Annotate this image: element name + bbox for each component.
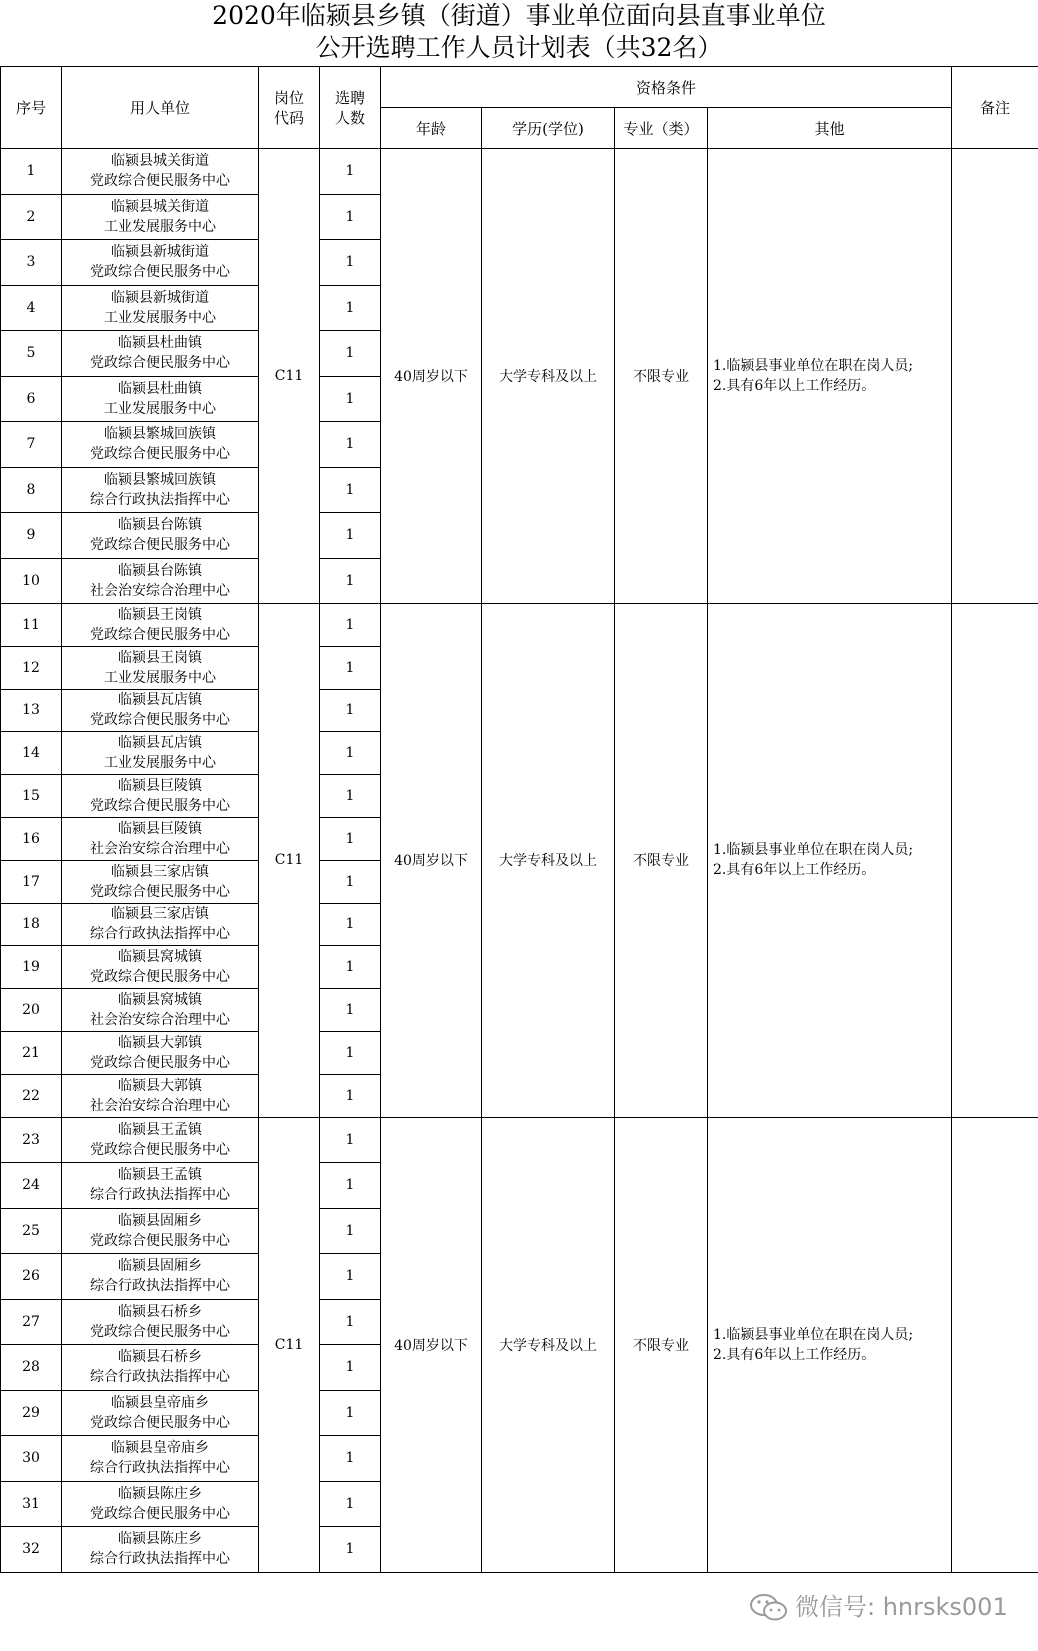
position-code: C11 [259,1117,320,1572]
remark-cell [952,604,1038,1118]
employer-town: 临颍县王岗镇 [118,649,202,666]
employer-unit [62,1481,259,1527]
row-number: 6 [1,376,62,422]
requirement-age: 40周岁以下 [381,1117,482,1572]
employer-unit [62,467,259,513]
employer-unit [62,240,259,286]
employer-center: 党政综合便民服务中心 [90,1323,230,1340]
employer-center: 党政综合便民服务中心 [90,883,230,900]
row-number: 2 [1,194,62,240]
employer-town: 临颍县王岗镇 [118,606,202,623]
requirement-other [708,604,952,1118]
employer-unit [62,422,259,468]
row-number: 22 [1,1074,62,1117]
employer-center: 党政综合便民服务中心 [90,446,230,463]
employer-unit [62,860,259,903]
header-major: 专业（类） [615,108,708,149]
hire-count: 1 [320,1345,381,1391]
hire-count: 1 [320,1208,381,1254]
header-code [259,67,320,149]
requirement-other-line: 1.临颍县事业单位在职在岗人员; [713,1326,914,1343]
requirement-other [708,1117,952,1572]
row-number: 8 [1,467,62,513]
employer-town: 临颍县大郭镇 [118,1077,202,1094]
employer-town: 临颍县王孟镇 [118,1121,202,1138]
employer-unit [62,989,259,1032]
row-number: 11 [1,604,62,647]
employer-unit [62,775,259,818]
employer-town: 临颍县陈庄乡 [118,1531,202,1548]
row-number: 26 [1,1254,62,1300]
header-count-text: 选聘人数 [334,88,365,127]
employer-unit [62,1208,259,1254]
employer-town: 临颍县陈庄乡 [118,1485,202,1502]
hire-count: 1 [320,285,381,331]
employer-center: 党政综合便民服务中心 [90,537,230,554]
employer-unit [62,1345,259,1391]
employer-center: 党政综合便民服务中心 [90,264,230,281]
employer-town: 临颍县繁城回族镇 [104,426,216,443]
table-row [1,1117,1038,1163]
employer-unit [62,1074,259,1117]
wechat-icon [749,1592,789,1624]
employer-town: 临颍县杜曲镇 [118,380,202,397]
hire-count: 1 [320,376,381,422]
header-qualifications: 资格条件 [381,67,952,108]
row-number: 3 [1,240,62,286]
employer-unit [62,1299,259,1345]
row-number: 4 [1,285,62,331]
employer-center: 综合行政执法指挥中心 [90,1278,230,1295]
hire-count: 1 [320,903,381,946]
employer-unit [62,689,259,732]
recruitment-plan-table [0,66,1038,1573]
row-number: 1 [1,149,62,195]
requirement-age: 40周岁以下 [381,604,482,1118]
header-unit: 用人单位 [62,67,259,149]
hire-count: 1 [320,1254,381,1300]
employer-center: 党政综合便民服务中心 [90,626,230,643]
employer-town: 临颍县巨陵镇 [118,778,202,795]
title-line-2: 公开选聘工作人员计划表（共32名） [315,33,723,62]
employer-town: 临颍县皇帝庙乡 [111,1394,209,1411]
employer-unit [62,1254,259,1300]
employer-center: 综合行政执法指挥中心 [90,1551,230,1568]
row-number: 20 [1,989,62,1032]
employer-center: 党政综合便民服务中心 [90,712,230,729]
employer-center: 党政综合便民服务中心 [90,1141,230,1158]
hire-count: 1 [320,1436,381,1482]
requirement-major: 不限专业 [615,604,708,1118]
hire-count: 1 [320,422,381,468]
row-number: 19 [1,946,62,989]
employer-unit [62,1390,259,1436]
watermark [749,1587,1008,1624]
row-number: 14 [1,732,62,775]
employer-center: 党政综合便民服务中心 [90,969,230,986]
employer-town: 临颍县台陈镇 [118,562,202,579]
requirement-edu: 大学专科及以上 [482,149,615,604]
employer-town: 临颍县瓦店镇 [118,692,202,709]
employer-unit [62,903,259,946]
employer-town: 临颍县窝城镇 [118,949,202,966]
header-remark: 备注 [952,67,1038,149]
hire-count: 1 [320,1117,381,1163]
employer-center: 社会治安综合治理中心 [90,1012,230,1029]
row-number: 27 [1,1299,62,1345]
employer-town: 临颍县三家店镇 [111,906,209,923]
employer-unit [62,331,259,377]
hire-count: 1 [320,1163,381,1209]
employer-center: 党政综合便民服务中心 [90,1414,230,1431]
employer-unit [62,1436,259,1482]
requirement-other-line: 1.临颍县事业单位在职在岗人员; [713,842,914,859]
title-line-1: 2020年临颍县乡镇（街道）事业单位面向县直事业单位 [212,1,826,30]
employer-town: 临颍县新城街道 [111,244,209,261]
row-number: 5 [1,331,62,377]
position-code: C11 [259,604,320,1118]
header-code-text: 岗位代码 [273,88,304,127]
row-number: 12 [1,646,62,689]
requirement-major: 不限专业 [615,149,708,604]
header-education: 学历(学位) [482,108,615,149]
employer-town: 临颍县繁城回族镇 [104,471,216,488]
employer-town: 临颍县固厢乡 [118,1212,202,1229]
employer-town: 临颍县台陈镇 [118,517,202,534]
hire-count: 1 [320,817,381,860]
row-number: 23 [1,1117,62,1163]
employer-unit [62,1163,259,1209]
employer-center: 社会治安综合治理中心 [90,582,230,599]
row-number: 24 [1,1163,62,1209]
row-number: 9 [1,513,62,559]
employer-town: 临颍县石桥乡 [118,1349,202,1366]
employer-town: 临颍县大郭镇 [118,1034,202,1051]
hire-count: 1 [320,775,381,818]
employer-center: 工业发展服务中心 [104,755,216,772]
requirement-other-line: 1.临颍县事业单位在职在岗人员; [713,358,914,374]
position-code: C11 [259,149,320,604]
employer-center: 社会治安综合治理中心 [90,1097,230,1114]
employer-town: 临颍县城关街道 [111,198,209,215]
employer-center: 综合行政执法指挥中心 [90,926,230,943]
employer-center: 党政综合便民服务中心 [90,173,230,190]
employer-center: 工业发展服务中心 [104,218,216,235]
hire-count: 1 [320,1074,381,1117]
remark-cell [952,149,1038,604]
employer-town: 临颍县王孟镇 [118,1167,202,1184]
employer-unit [62,817,259,860]
row-number: 32 [1,1527,62,1573]
employer-unit [62,1117,259,1163]
hire-count: 1 [320,732,381,775]
requirement-other-line: 2.具有6年以上工作经历。 [713,862,876,879]
employer-town: 临颍县皇帝庙乡 [111,1440,209,1457]
hire-count: 1 [320,467,381,513]
employer-center: 党政综合便民服务中心 [90,1054,230,1071]
hire-count: 1 [320,331,381,377]
remark-cell [952,1117,1038,1572]
requirement-other-line: 2.具有6年以上工作经历。 [713,378,876,394]
employer-unit [62,513,259,559]
requirement-edu: 大学专科及以上 [482,604,615,1118]
employer-town: 临颍县窝城镇 [118,992,202,1009]
row-number: 30 [1,1436,62,1482]
employer-unit [62,376,259,422]
employer-unit [62,1031,259,1074]
hire-count: 1 [320,604,381,647]
table-body [1,149,1038,1573]
row-number: 29 [1,1390,62,1436]
requirement-major: 不限专业 [615,1117,708,1572]
employer-unit [62,646,259,689]
row-number: 21 [1,1031,62,1074]
row-number: 28 [1,1345,62,1391]
employer-town: 临颍县杜曲镇 [118,335,202,352]
watermark-text: 微信号: hnrsks001 [795,1593,1008,1621]
requirement-other [708,149,952,604]
row-number: 10 [1,558,62,604]
employer-town: 临颍县石桥乡 [118,1303,202,1320]
hire-count: 1 [320,946,381,989]
employer-unit [62,1527,259,1573]
hire-count: 1 [320,1390,381,1436]
hire-count: 1 [320,1481,381,1527]
hire-count: 1 [320,1299,381,1345]
employer-unit [62,732,259,775]
employer-center: 工业发展服务中心 [104,309,216,326]
employer-town: 临颍县瓦店镇 [118,735,202,752]
row-number: 13 [1,689,62,732]
employer-town: 临颍县新城街道 [111,289,209,306]
row-number: 17 [1,860,62,903]
row-number: 15 [1,775,62,818]
hire-count: 1 [320,149,381,195]
employer-unit [62,946,259,989]
row-number: 25 [1,1208,62,1254]
header-other: 其他 [708,108,952,149]
requirement-age: 40周岁以下 [381,149,482,604]
hire-count: 1 [320,513,381,559]
row-number: 31 [1,1481,62,1527]
row-number: 7 [1,422,62,468]
hire-count: 1 [320,558,381,604]
employer-center: 党政综合便民服务中心 [90,798,230,815]
employer-center: 综合行政执法指挥中心 [90,1187,230,1204]
employer-town: 临颍县城关街道 [111,153,209,170]
page-title [0,0,1038,64]
employer-unit [62,149,259,195]
employer-unit [62,558,259,604]
table-row [1,149,1038,195]
employer-unit [62,194,259,240]
hire-count: 1 [320,1031,381,1074]
employer-unit [62,285,259,331]
row-number: 16 [1,817,62,860]
header-seq: 序号 [1,67,62,149]
hire-count: 1 [320,194,381,240]
hire-count: 1 [320,689,381,732]
employer-center: 综合行政执法指挥中心 [90,1460,230,1477]
table-row [1,604,1038,647]
header-count [320,67,381,149]
hire-count: 1 [320,989,381,1032]
employer-center: 党政综合便民服务中心 [90,1232,230,1249]
employer-center: 社会治安综合治理中心 [90,840,230,857]
row-number: 18 [1,903,62,946]
employer-center: 党政综合便民服务中心 [90,355,230,372]
employer-center: 党政综合便民服务中心 [90,1505,230,1522]
employer-center: 综合行政执法指挥中心 [90,1369,230,1386]
header-age: 年龄 [381,108,482,149]
employer-center: 综合行政执法指挥中心 [90,491,230,508]
hire-count: 1 [320,646,381,689]
requirement-edu: 大学专科及以上 [482,1117,615,1572]
requirement-other-line: 2.具有6年以上工作经历。 [713,1346,876,1363]
employer-town: 临颍县三家店镇 [111,863,209,880]
employer-unit [62,604,259,647]
employer-center: 工业发展服务中心 [104,669,216,686]
employer-town: 临颍县固厢乡 [118,1258,202,1275]
employer-center: 工业发展服务中心 [104,400,216,417]
hire-count: 1 [320,240,381,286]
hire-count: 1 [320,1527,381,1573]
employer-town: 临颍县巨陵镇 [118,820,202,837]
hire-count: 1 [320,860,381,903]
